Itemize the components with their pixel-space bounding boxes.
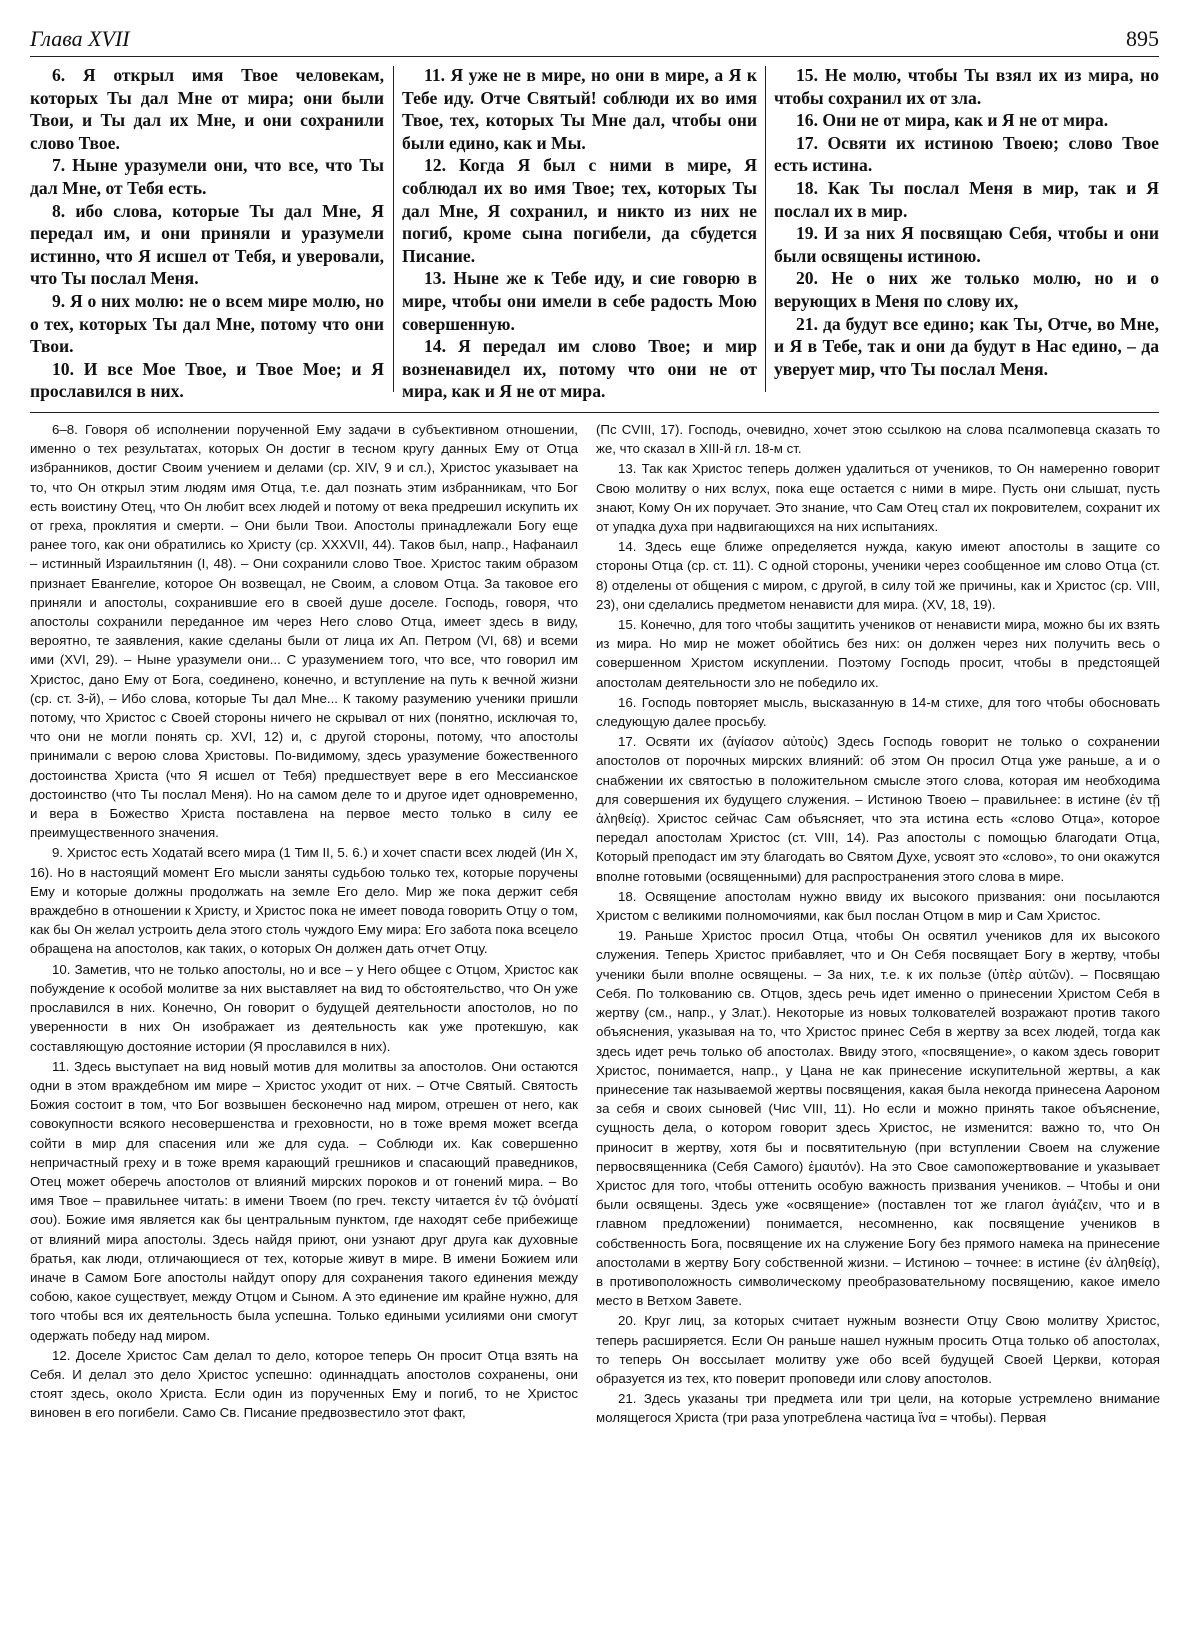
commentary-paragraph: 20. Круг лиц, за которых считает нужным вознести Отцу Свою молитву Христос, теперь расширяется. Если Он раньше нашел нужным просить Отца только об апостолах, то теперь Он воссылает молитву уже обо всей будущей Своей Церкви, которая образуется из тех, кто поверит проповеди или слову апостолов.	[596, 1313, 1160, 1386]
column-divider	[393, 66, 394, 392]
verse: 9. Я о них молю: не о всем мире молю, но о тех, которых Ты дал Мне, потому что они Твои.	[30, 290, 384, 357]
commentary-paragraph: 16. Господь повторяет мысль, высказанную в 14-м стихе, для того чтобы обосновать следующую далее просьбу.	[596, 694, 1160, 730]
verse: 16. Они не от мира, как и Я не от мира.	[796, 110, 1109, 131]
verse: 17. Освяти их истиною Твоею; слово Твое есть истина.	[774, 132, 1159, 176]
verse-column-2	[402, 64, 757, 406]
commentary-paragraph: 15. Конечно, для того чтобы защитить учеников от ненависти мира, можно бы их взять из мира. Но мир не может обойтись без них: он должен через них получить весь о совершенном Христом искуплении. Поэтому Господь просит, чтобы в предстоящей апостолам деятельности зло не победило их.	[596, 617, 1160, 690]
running-header	[30, 26, 1159, 60]
verse: 7. Ныне уразумели они, что все, что Ты дал Мне, от Тебя есть.	[30, 155, 384, 198]
commentary-paragraph: 21. Здесь указаны три предмета или три цели, на которые устремлено внимание молящегося Христа (три раза употреблена частица ἵνα = чтобы). Первая	[596, 1391, 1160, 1426]
verse-column-3	[774, 64, 1159, 406]
verse: 8. ибо слова, которые Ты дал Мне, Я передал им, и они приняли и уразумели истинно, что Я исшел от Тебя, и уверовали, что Ты послал Меня.	[30, 200, 384, 289]
verse: 19. И за них Я посвящаю Себя, чтобы и они были освящены истиною.	[774, 223, 1159, 266]
verse: 6. Я открыл имя Твое человекам, которых Ты дал Мне от мира; они были Твои, и Ты дал их Мне, и они сохранили слово Твое.	[30, 65, 384, 153]
commentary-paragraph: 10. Заметив, что не только апостолы, но и все – у Него общее с Отцом, Христос как побуждение к особой молитве за них выставляет на вид то обстоятельство, что Он уже прославился в них. Конечно, Он говорит о будущей деятельности апостолов, но по уверенности в них Он изображает из деятельность как уже протекшую, как составляющую достояние истории (Я прославился в них).	[30, 961, 578, 1054]
verse-column-1	[30, 64, 384, 406]
commentary-paragraph: 17. Освяти их (ἁγίασον αὐτοὺς) Здесь Господь говорит не только о сохранении апостолов от порочных мирских влияний: об этом Он просил Отца уже раньше, а и о снабжении их святостью в положительном смысле этого слова, которая им необходима для совершения их будущего служения. – Истиною Твоею – правильнее: в истине (ἐν τῇ ἀληθείᾳ). Христос сейчас Сам объясняет, что эта истина есть «слово Отца», которое передал апостолам Христос (ст. VIII, 14). Раз апостолы с помощью благодати Отца, Который преподаст им эту благодать во Святом Духе, усвоят это «слово», то они окажутся вполне готовыми (освященными) для распространения этого слова в мире.	[596, 734, 1160, 884]
verse: 15. Не молю, чтобы Ты взял их из мира, но чтобы сохранил их от зла.	[774, 65, 1159, 108]
section-rule	[30, 412, 1159, 413]
verse: 11. Я уже не в мире, но они в мире, а Я к Тебе иду. Отче Святый! соблюди их во имя Твое, тех, которых Ты Мне дал, чтобы они были едино, как и Мы.	[402, 65, 757, 153]
commentary-paragraph: 9. Христос есть Ходатай всего мира (1 Тим II, 5. 6.) и хочет спасти всех людей (Ин X, 16). Но в настоящий момент Его мысли заняты судьбою только тех, которые поручены Ему и которые должны продолжать на земле Его дело. Мир же пока держит себя враждебно в отношении к Христу, и Христос пока не имеет повода говорить Отцу о том, как бы Он желал устроить дела этого столь чуждого Ему мира: Его забота пока всецело обращена на апостолов, как таких, о которых Он должен дать отчет Отцу.	[30, 845, 578, 957]
scripture-text	[30, 64, 1159, 406]
verse: 20. Не о них же только молю, но и о верующих в Меня по слову их,	[774, 268, 1159, 311]
verse: 18. Как Ты послал Меня в мир, так и Я послал их в мир.	[774, 177, 1159, 221]
page-number: 895	[1126, 26, 1159, 51]
column-divider	[765, 66, 766, 392]
commentary-paragraph: 18. Освящение апостолам нужно ввиду их высокого призвания: они посылаются Христом с великими полномочиями, как был послан Отцом в мир и Сам Христос.	[596, 888, 1160, 924]
commentary-paragraph: 6–8. Говоря об исполнении порученной Ему задачи в субъективном отношении, именно о тех результатах, которых Он достиг в тесном кругу данных Ему от Отца избранников, достиг Своим учением и делами (ср. XIV, 9 и сл.), Христос указывает на то, что Он открыл этим людям имя Отца, т.е. дал познать этим избранникам, что Бог есть воистину Отец, что Он любит всех людей и потому от века предрешил искупить их от греха, проклятия и смерти. – Они были Твои. Апостолы принадлежали Богу еще ранее того, как они обратились ко Христу (ср. XXXVII, 44). Таков был, напр., Нафанаил – истинный Израильтянин (I, 48). – Они сохранили слово Твое. Христос таким образом признает Евангелие, которое Он возвещал, не Своим, а словом Отца. За таковое его приняли и апостолы, сохранившие его в своей душе доселе. Господь, говоря, что апостолы сохранили переданное им через Него слово Отца, имеет здесь в виду, вероятно, те заявления, какие сделаны были от лица их Ап. Петром (VI, 68) и всеми ими (XVI, 29). – Ныне уразумели они... С уразумением того, что все, что говорил им Христос, дано Ему от Бога, соединено, конечно, и вступление на путь к вечной жизни (ср. ст. 3-й), – Ибо слова, которые Ты дал Мне... К такому разумению ученики пришли потому, что Христос с Своей стороны ничего не скрывал от них (понятно, исключая то, что они не могли понять ср. XVI, 12) и, с другой стороны, потому, что апостолы принимали с верою слова Христовы. По-видимому, здесь уразумение божественного достоинства Христа (что Я исшел от Тебя) предшествует вере в его Мессианское достоинство (что Ты послал Меня). Но на самом деле то и другое идет одновременно, и вера в Божество Христа поставлена на первое место только в силу ее преимущественного значения.	[30, 422, 578, 841]
commentary-paragraph: 11. Здесь выступает на вид новый мотив для молитвы за апостолов. Они остаются одни в этом враждебном им мире – Христос уходит от них. – Отче Святый. Святость Божия состоит в том, что Бог возвышен бесконечно над миром, отрешен от него, как совокупности всякого несовершенства и греховности, но в тоже время может всегда сойти в мир для спасения или же для суда. – Соблюди их. Как совершенно непричастный греху и в тоже время карающий грешников и спасающий праведников, Отец может оберечь апостолов от влияний мирских пороков и от гонений мира. – Во имя Твое – правильнее читать: в имени Твоем (по греч. тексту читается ἐν τῷ ὀνόματί σου). Божие имя является как бы центральным пунктом, где находят себе прибежище от влияний мира апостолы. Здесь найдя приют, они узнают друг друга как духовные братья, как люди, отличающиеся от тех, которые живут в мире. В имени Божием или иначе в Самом Боге апостолы найдут опору для сохранения такого единения между собою, какое существует, между Отцом и Сыном. А это единение им крайне нужно, для того чтобы вся их деятельность была успешна. Только едиными усилиями они смогут одержать победу над миром.	[30, 1058, 578, 1343]
verse: 14. Я передал им слово Твое; и мир возненавидел их, потому что они не от мира, как и Я не от мира.	[402, 336, 757, 402]
header-rule	[30, 56, 1159, 57]
verse: 13. Ныне же к Тебе иду, и сие говорю в мире, чтобы они имели в себе радость Мою совершенную.	[402, 268, 757, 334]
commentary-column-1	[30, 420, 578, 1620]
commentary-paragraph: 19. Раньше Христос просил Отца, чтобы Он освятил учеников для их высокого служения. Теперь Христос прибавляет, что и Он Себя посвящает Богу в жертву, чтобы ученики были вполне освящены. – За них, т.е. к их пользе (ὑπὲρ αὐτῶν). – Посвящаю Себя. По толкованию св. Отцов, здесь речь идет именно о принесении Христом Себя в жертву (см., напр., у Злат.). Некоторые из новых толкователей возражают против такого объяснения, указывая на то, что Христос принес Себя в жертву за всех людей, тогда как здесь идет речь только об апостолах. Ввиду этого, «посвящение», о каком здесь говорит Христос, понимается, напр., у Цана не как принесение искупительной жертвы, а как принесение так называемой жертвы посвящения, какая была некогда принесена Аароном за себя и своих сыновей (Чис VIII, 11). Но если и можно принять такое объяснение, сущность дела, о котором говорит здесь Христос, не изменится: важно то, что Он приносит в жертву, хотя бы и посвятительную (при вступлении Своем на служение первосвященника (Себя Самого) ἐμαυτόν). На это Свое самопожертвование и указывает Христос для того, чтобы оттенить особую важность призвания учеников. – Чтобы и они были освящены. Здесь уже «освящение» (поставлен тот же глагол ἁγιάζειν, что и в главном предложении) понимается, несомненно, как посвящение учеников в собственность Бога, посвящение их на служение Богу без прямого намека на принесение апостолами в жертву Богу собственной жизни. – Истиною – точнее: в истине (ἐν ἀληθείᾳ), в противоположность символическому преобразовательному посвящению, какое имело место в Ветхом Завете.	[596, 928, 1160, 1309]
commentary-paragraph: 12. Доселе Христос Сам делал то дело, которое теперь Он просит Отца взять на Себя. И делал это дело Христос успешно: одиннадцать апостолов сохранены, они стоят здесь, около Христа. Если один из порученных Ему и погиб, то не Христос виновен в его погибели. Само Св. Писание предвозвестило этот факт,	[30, 1347, 578, 1421]
commentary-paragraph: 13. Так как Христос теперь должен удалиться от учеников, то Он намеренно говорит Свою молитву о них вслух, пока еще остается с ними в мире. Пусть они слышат, пусть знают, Кому Он их поручает. Это знание, что Сам Отец стал их покровителем, сохранит их от упадка духа при надвигающихся на них испытаниях.	[596, 461, 1160, 535]
commentary-paragraph: (Пс CVIII, 17). Господь, очевидно, хочет этою ссылкою на слова псалмопевца сказать то же, что сказал в XIII-й гл. 18-м ст.	[596, 422, 1160, 457]
verse: 21. да будут все едино; как Ты, Отче, во Мне, и Я в Тебе, так и они да будут в Нас едино, – да уверует мир, что Ты послал Меня.	[774, 313, 1159, 379]
commentary-paragraph: 14. Здесь еще ближе определяется нужда, какую имеют апостолы в защите со стороны Отца (ср. ст. 11). С одной стороны, ученики через сообщенное им слово Отца (ст. 8) отделены от общения с миром, с другой, в силу той же причины, как и Христос (ср. VIII, 23), они сделались предметом ненависти для мира. (XV, 18, 19).	[596, 539, 1160, 612]
commentary-column-2	[596, 420, 1160, 1620]
verse: 12. Когда Я был с ними в мире, Я соблюдал их во имя Твое; тех, которых Ты дал Мне, Я сохранил, и никто из них не погиб, кроме сына погибели, да сбудется Писание.	[402, 155, 757, 266]
verse: 10. И все Мое Твое, и Твое Мое; и Я прославился в них.	[30, 358, 384, 402]
chapter-title: Глава XVII	[30, 26, 130, 51]
